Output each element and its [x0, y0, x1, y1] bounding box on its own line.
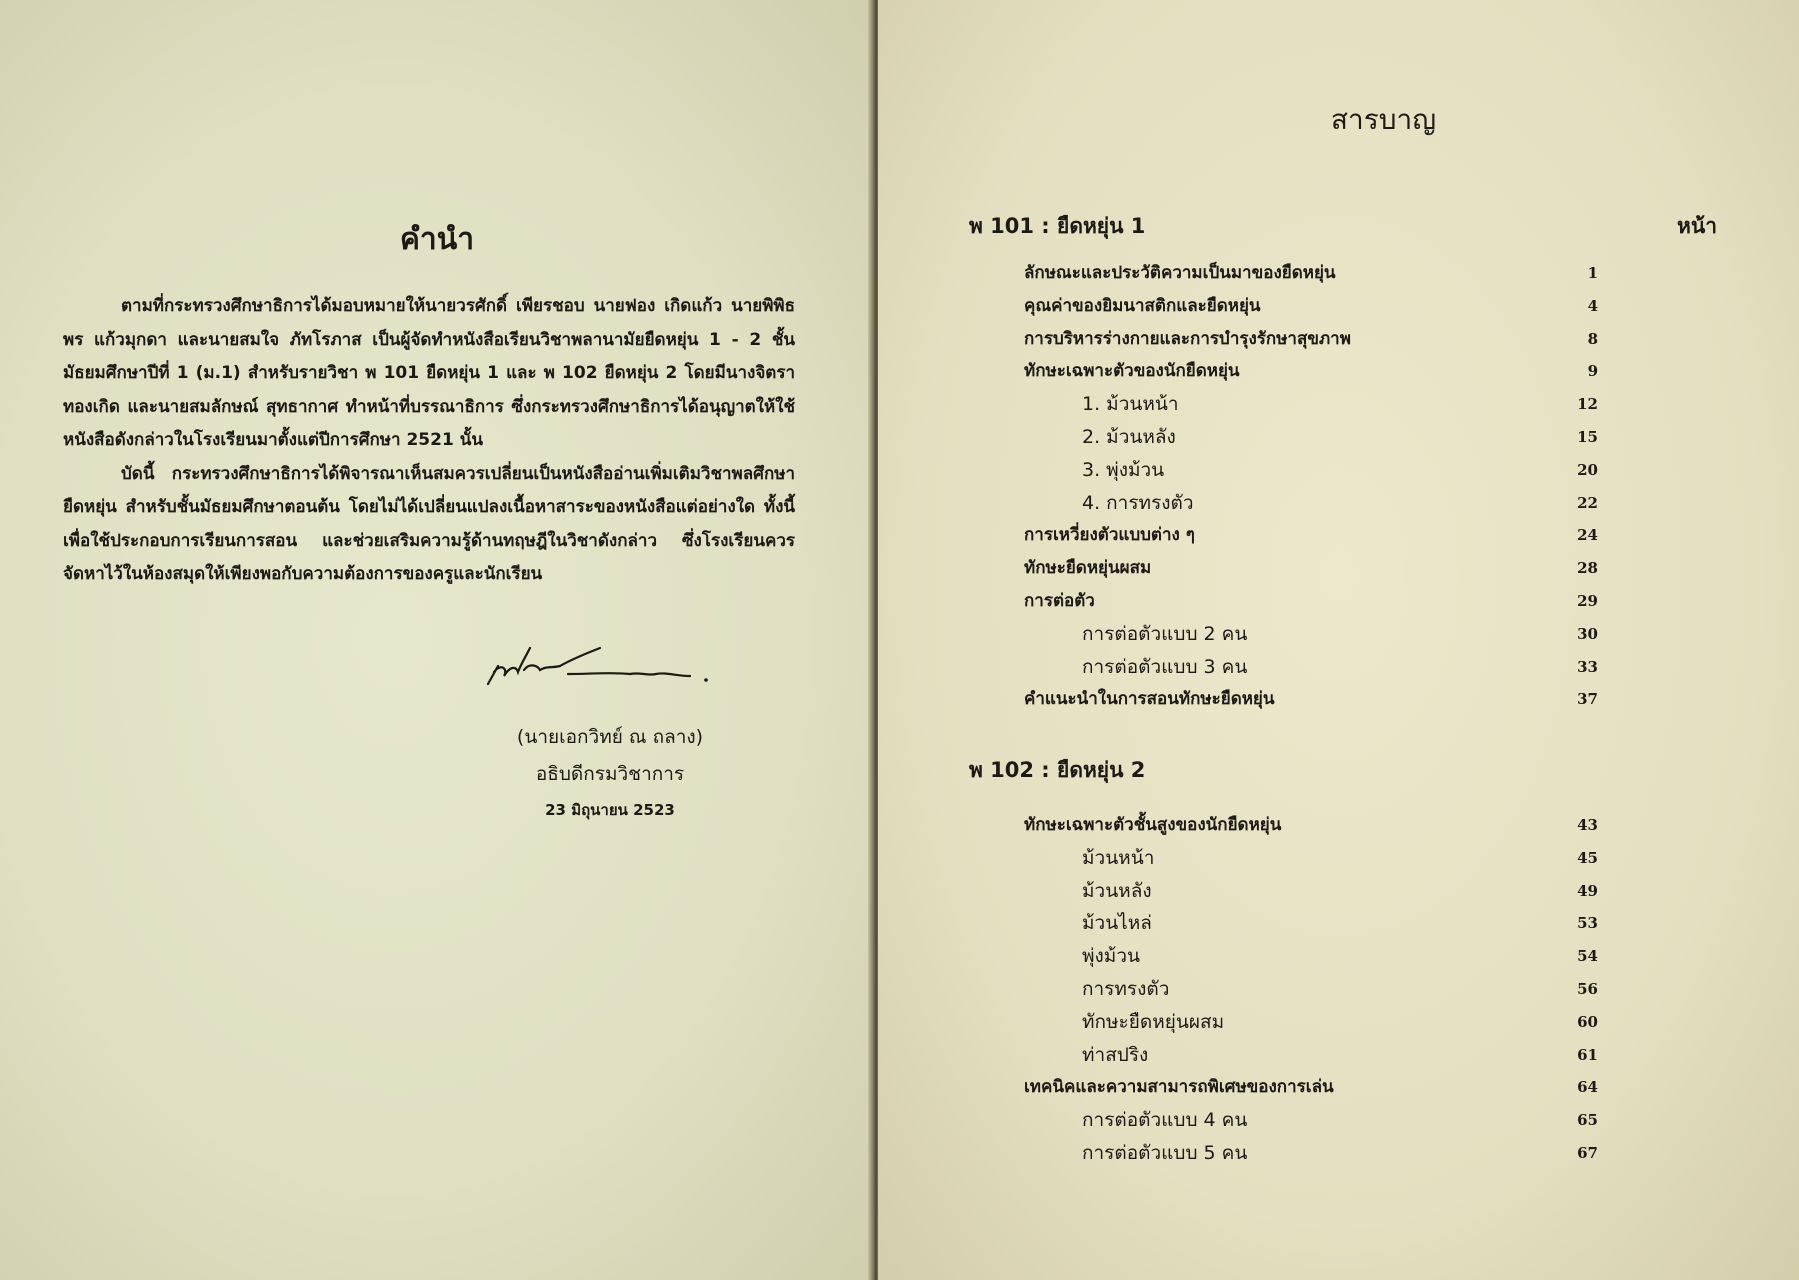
toc-entry — [1024, 257, 1598, 290]
preface-paragraph: บัดนี้ กระทรวงศึกษาธิการได้พิจารณาเห็นสมควรเปลี่ยนเป็นหนังสืออ่านเพิ่มเติมวิชาพลศึกษายืดหยุ่น สำหรับชั้นมัธยมศึกษาตอนต้น โดยไม่ได้เปลี่ยนแปลงเนื้อหาสาระของหนังสือแต่อย่างใด ทั้งนี้เพื่อใช้ประกอบการเรียนการสอน และช่วยเสริมความรู้ด้านทฤษฎีในวิชาดังกล่าว ซึ่งโรงเรียนควรจัดหาไว้ในห้องสมุดให้เพียงพอกับความต้องการของครูและนักเรียน — [63, 463, 795, 584]
toc-list-p102 — [1024, 809, 1598, 1170]
toc-entry-label: การต่อตัว — [1024, 590, 1095, 611]
toc-entry-label: ลักษณะและประวัติความเป็นมาของยืดหยุ่น — [1024, 263, 1336, 283]
toc-entry-label: ทักษะยืดหยุ่นผสม — [1024, 558, 1152, 579]
toc-entry — [1024, 487, 1598, 520]
toc-entry-page: 4 — [1587, 296, 1598, 315]
toc-entry-label: 4. การทรงตัว — [1082, 491, 1194, 514]
toc-entry-page: 12 — [1577, 395, 1598, 414]
toc-entry — [1024, 940, 1598, 973]
toc-entry-label: คุณค่าของยิมนาสติกและยืดหยุ่น — [1024, 295, 1261, 316]
toc-entry — [1024, 388, 1598, 421]
toc-entry-label: ทักษะเฉพาะตัวชั้นสูงของนักยืดหยุ่น — [1024, 815, 1282, 835]
toc-entry — [1024, 454, 1598, 487]
toc-entry-label: การต่อตัวแบบ 3 คน — [1082, 655, 1248, 678]
toc-entry-label: การทรงตัว — [1082, 977, 1170, 1000]
toc-title: สารบาญ — [1330, 103, 1437, 136]
preface-body — [63, 290, 795, 592]
toc-entry-page: 61 — [1577, 1045, 1598, 1064]
toc-list-p101 — [1024, 257, 1598, 716]
toc-entry-label: การต่อตัวแบบ 5 คน — [1082, 1141, 1248, 1164]
toc-entry-page: 29 — [1577, 591, 1598, 610]
preface-title: คำนำ — [399, 222, 475, 257]
toc-entry-page: 65 — [1577, 1111, 1598, 1130]
toc-entry — [1024, 552, 1598, 585]
toc-entry-label: 2. ม้วนหลัง — [1082, 425, 1176, 448]
left-page-preface — [0, 0, 874, 1280]
toc-entry-page: 15 — [1577, 427, 1598, 446]
toc-entry — [1024, 421, 1598, 454]
preface-paragraph: ตามที่กระทรวงศึกษาธิการได้มอบหมายให้นายวรศักดิ์ เพียรชอบ นายฟอง เกิดแก้ว นายพิพิธพร แก้วมุกดา และนายสมใจ ภัทโรภาส เป็นผู้จัดทำหนังสือเรียนวิชาพลานามัยยืดหยุ่น 1 - 2 ชั้นมัธยมศึกษาปีที่ 1 (ม.1) สำหรับรายวิชา พ 101 ยืดหยุ่น 1 และ พ 102 ยืดหยุ่น 2 โดยมีนางจิตรา ทองเกิด และนายสมลักษณ์ สุทธากาศ ทำหน้าที่บรรณาธิการ ซึ่งกระทรวงศึกษาธิการได้อนุญาตให้ใช้หนังสือดังกล่าวในโรงเรียนมาตั้งแต่ปีการศึกษา 2521 นั้น — [63, 296, 795, 450]
signer-name: (นายเอกวิทย์ ณ ถลาง) — [516, 726, 704, 748]
toc-entry-page: 20 — [1577, 460, 1598, 479]
signer-title: อธิบดีกรมวิชาการ — [535, 763, 685, 785]
toc-entry-label: ท่าสปริง — [1082, 1043, 1149, 1066]
toc-entry-page: 30 — [1577, 624, 1598, 643]
toc-entry-label: ทักษะยืดหยุ่นผสม — [1082, 1010, 1225, 1033]
toc-entry-page: 64 — [1577, 1078, 1598, 1097]
toc-entry — [1024, 842, 1598, 875]
toc-entry — [1024, 973, 1598, 1006]
page-column-label: หน้า — [1677, 214, 1717, 238]
toc-entry-label: ม้วนหลัง — [1082, 879, 1152, 902]
toc-entry-label: 1. ม้วนหน้า — [1082, 393, 1179, 416]
toc-entry-page: 56 — [1577, 979, 1598, 998]
section-heading-p102: พ 102 : ยืดหยุ่น 2 — [969, 758, 1146, 782]
toc-entry-label: การต่อตัวแบบ 2 คน — [1082, 622, 1248, 645]
toc-entry — [1024, 519, 1598, 552]
toc-entry-page: 37 — [1577, 690, 1598, 709]
toc-entry — [1024, 907, 1598, 940]
toc-entry — [1024, 1039, 1598, 1072]
toc-entry-page: 60 — [1577, 1012, 1598, 1031]
toc-entry-page: 8 — [1587, 329, 1598, 348]
toc-entry-label: 3. พุ่งม้วน — [1082, 458, 1165, 481]
toc-entry — [1024, 618, 1598, 651]
toc-entry — [1024, 323, 1598, 356]
toc-entry-page: 49 — [1577, 881, 1598, 900]
toc-entry-page: 1 — [1587, 264, 1598, 282]
toc-entry — [1024, 809, 1598, 842]
toc-entry — [1024, 585, 1598, 618]
toc-entry — [1024, 355, 1598, 388]
toc-entry-label: ทักษะเฉพาะตัวของนักยืดหยุ่น — [1024, 361, 1240, 382]
toc-entry-page: 9 — [1587, 362, 1598, 381]
toc-entry-page: 45 — [1577, 848, 1598, 867]
toc-entry-page: 53 — [1577, 914, 1598, 933]
toc-entry-label: ม้วนไหล่ — [1082, 912, 1152, 935]
toc-entry-label: การเหวี่ยงตัวแบบต่าง ๆ — [1024, 525, 1195, 546]
toc-entry-label: เทคนิคและความสามารถพิเศษของการเล่น — [1024, 1077, 1334, 1098]
toc-entry-page: 33 — [1577, 657, 1598, 676]
toc-entry — [1024, 1104, 1598, 1137]
toc-entry-page: 28 — [1577, 559, 1598, 578]
toc-entry — [1024, 290, 1598, 323]
toc-entry-label: การบริหารร่างกายและการบำรุงรักษาสุขภาพ — [1024, 328, 1351, 349]
toc-entry — [1024, 1071, 1598, 1104]
toc-entry-page: 54 — [1577, 947, 1598, 966]
toc-entry — [1024, 651, 1598, 684]
toc-entry-page: 67 — [1577, 1143, 1598, 1162]
right-page-contents — [878, 0, 1799, 1280]
section-heading-p101: พ 101 : ยืดหยุ่น 1 — [969, 214, 1146, 238]
toc-entry-label: การต่อตัวแบบ 4 คน — [1082, 1109, 1248, 1132]
toc-entry — [1024, 1137, 1598, 1170]
toc-entry-label: คำแนะนำในการสอนทักษะยืดหยุ่น — [1024, 689, 1275, 710]
toc-entry — [1024, 683, 1598, 716]
preface-date: 23 มิถุนายน 2523 — [545, 801, 675, 819]
toc-entry — [1024, 1006, 1598, 1039]
toc-entry-page: 22 — [1577, 493, 1598, 512]
toc-entry-label: พุ่งม้วน — [1082, 945, 1140, 968]
toc-entry-page: 43 — [1577, 816, 1598, 834]
toc-entry — [1024, 875, 1598, 908]
toc-entry-page: 24 — [1577, 526, 1598, 545]
toc-entry-label: ม้วนหน้า — [1082, 846, 1155, 869]
handwritten-signature — [480, 636, 720, 692]
